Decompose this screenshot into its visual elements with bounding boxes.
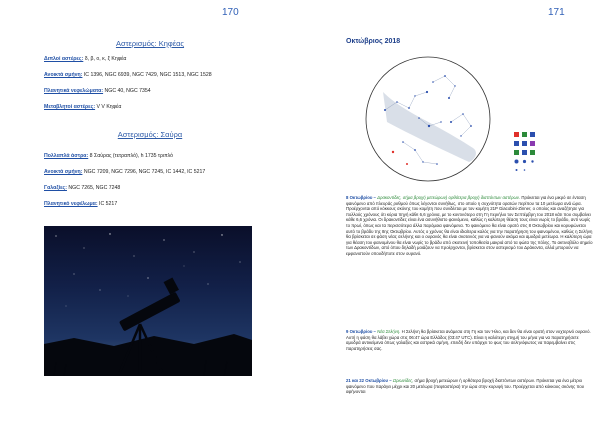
- telescope-illustration: [44, 226, 252, 376]
- lacerta-row-planetary: [44, 201, 294, 207]
- cepheus-row-planetary: [44, 88, 294, 94]
- cepheus-row-double: [44, 56, 294, 62]
- page-number-left: 170: [222, 7, 239, 18]
- cepheus-row-variable: [44, 104, 294, 110]
- row-value: NGC 7265, NGC 7248: [66, 185, 121, 191]
- month-title: Οκτώβριος 2018: [346, 38, 401, 45]
- chart-legend: [512, 130, 548, 178]
- row-value: IC 5217: [97, 201, 118, 207]
- row-value: NGC 7209, NGC 7296, NGC 7245, IC 1442, IC 5217: [82, 169, 206, 175]
- row-value: V V Κηφέα: [95, 104, 122, 110]
- event-text: σήμα βροχή μετεώρων ή ορθότερα βροχή διαττόντων αστέρων. Πρόκειται για ένα μέτριο φαινόμενο που παράγει μέχρι και 20 μετέωρα (πεφταστέρια) την ώρα στην κορυφή του. Προέρχεται από κόκκους σκόνης που αφήνονται: [346, 378, 585, 395]
- event-name: Ωριωνίδες,: [392, 378, 414, 383]
- row-value: NGC 40, NGC 7354: [103, 88, 151, 94]
- event-paragraph: [346, 378, 594, 395]
- event-paragraph: [346, 329, 594, 351]
- row-value: δ, β, ο, κ, ξ Κηφέα: [83, 56, 127, 62]
- cepheus-row-open: [44, 72, 294, 78]
- event-date: 8 Οκτωβρίου –: [346, 195, 378, 200]
- row-label[interactable]: Μεταβλητοί αστέρες:: [44, 104, 96, 110]
- event-date: 9 Οκτωβρίου –: [346, 329, 378, 334]
- event-name: Νέα Σελήνη.: [377, 329, 401, 334]
- row-label[interactable]: Πλανητικά νεφελώματα:: [44, 88, 104, 94]
- legend-swatches: [514, 132, 535, 171]
- sky-chart: [363, 52, 493, 186]
- lacerta-row-open: [44, 169, 294, 175]
- lacerta-row-galaxies: [44, 185, 294, 191]
- row-label[interactable]: Πλανητικό νεφέλωμα:: [44, 201, 98, 207]
- right-page: [300, 0, 600, 424]
- lacerta-title: Αστερισμός: Σαύρα: [117, 130, 183, 139]
- row-value: IC 1396, NGC 6939, NGC 7429, NGC 1513, NGC 1528: [82, 72, 212, 78]
- row-label[interactable]: Ανοικτά σμήνη:: [44, 169, 83, 175]
- row-value: 8 Σαύρας (τετραπλό), h 1735 τριπλό: [88, 153, 174, 159]
- page-number-right: 171: [548, 7, 565, 18]
- event-date: 21 και 22 Οκτωβρίου –: [346, 378, 393, 383]
- row-label[interactable]: Διπλοί αστέρες:: [44, 56, 84, 62]
- lacerta-row-multiple: [44, 153, 294, 159]
- event-text: Πρόκειται για ένα μικρό σε ένταση φαινόμενο από πλευράς ρυθμού όπως λέγονται συνήθως, στο οποίο η συχνότητα ορατών περίπου τα 10 μετέωρα ανά ώρα. Προέρχονται από κόκκους σκόνης του κομήτη που συνδέεται με τον κομήτη 21P Giacobini-Zinner, ο οποίος και αναζήτησε για πολλούς χρόνους ότι κύρια πηγή κάθε 6,6 χρόνια, με το κοντινότερο στη Γη περιήλιο τον Σεπτέμβρη του 2018 κάτι που συμβαίνει κάθε 6,6 χρόνια. Οι δρακοντίδες είναι ένα ασυνήθιστο φαινόμενο, καθώς η καλύτερη θέαση τους είναι νωρίς το βράδυ, αντί νωρίς το πρωί, όπως και τα περισσότερα άλλα παρόμοια φαινόμενα. Το φαινόμενο θα είναι ορατό στις 8 Οκτωβρίου και κορυφώνεται αυτό το βράδυ της 8ης Οκτωβρίου. Αυτός ο χρόνος θα είναι ιδιαίτερα καλός για την παρατήρηση του φαινομένου, καθώς η Σελήνη θα βρίσκεται σε φάση νέας σελήνης και ο ουρανός θα είναι σκοτεινός για να φανούν ακόμα και αμυδρά μετέωρα. Η καλύτερη ώρα για θέαση του φαινομένου θα είναι νωρίς το βράδυ από σκοτεινή τοποθεσία μακριά από τα φώτα της πόλης. Το ακτινοβόλο σημείο των Δρακοντίδων, από όπου δηλαδή μοιάζουν να προέρχονται, βρίσκεται στον αστερισμό του Δράκοντα, αλλά μπορούν να εμφανιστούν οπουδήποτε στον ουρανό.: [346, 195, 593, 256]
- event-name: Δρακοντίδες, σήμα βροχή μετεώρων) ορθότερα βροχή διαττόντων αστέρων.: [377, 195, 521, 200]
- event-paragraph: [346, 195, 594, 257]
- sky-chart-disc: [366, 57, 490, 181]
- row-label[interactable]: Γαλαξίες:: [44, 185, 67, 191]
- event-text: Η Σελήνη θα βρίσκεται ανάμεσα στη Γη και τον Ήλιο, και δεν θα είναι ορατή στον νυχτερινό ουρανό. Αυτή η φάση θα λάβει χώρα στις 06:47 ώρα Ελλάδος (03:47 UTC). Είναι η καλύτερη στιγμή του μήνα για να παρατηρήσετε αμυδρά αντικείμενα όπως γαλαξίες και αστρικά σμήνη, επειδή δεν υπάρχει το φως του σεληνόφωτος να παρεμβαίνει στις παρατηρήσεις σας.: [346, 329, 591, 351]
- row-label[interactable]: Ανοικτά σμήνη:: [44, 72, 83, 78]
- row-label[interactable]: Πολλαπλά άστρα:: [44, 153, 89, 159]
- telescope-photo: [44, 226, 252, 376]
- cepheus-title: Αστερισμός: Κηφέας: [115, 39, 185, 48]
